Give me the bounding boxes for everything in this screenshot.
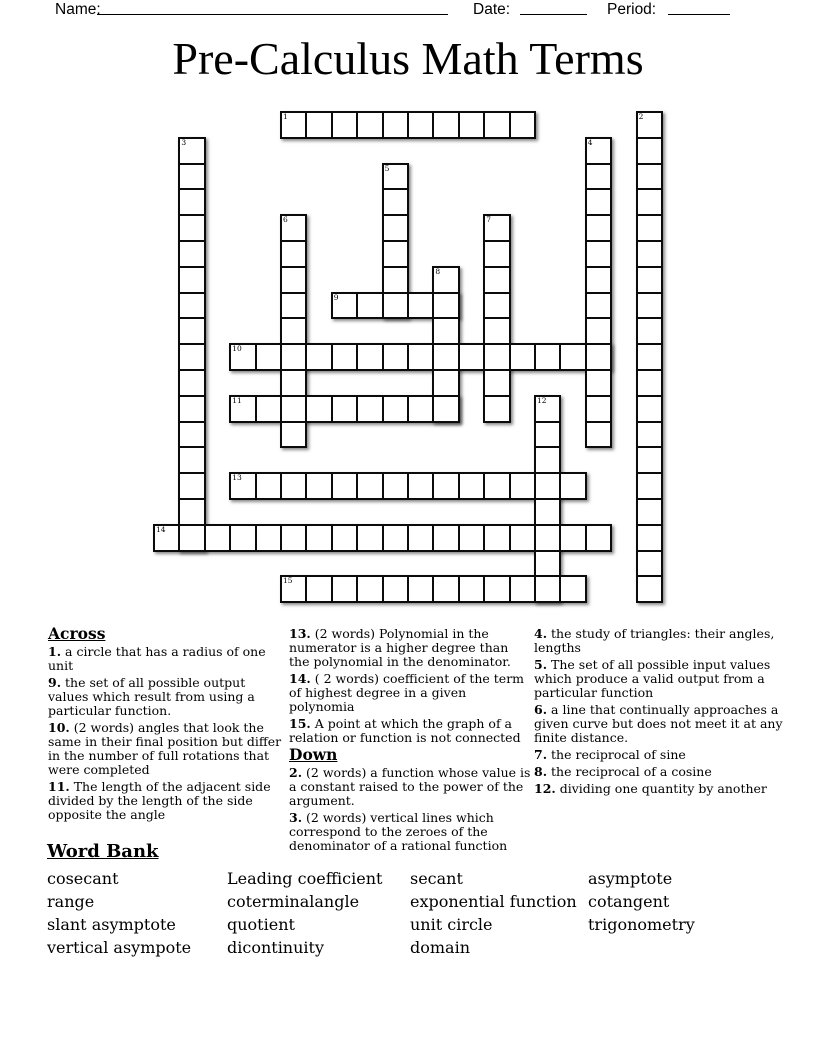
grid-cell[interactable]: [331, 343, 358, 371]
grid-cell[interactable]: [178, 472, 205, 500]
grid-cell[interactable]: [585, 524, 612, 552]
grid-cell[interactable]: [534, 343, 561, 371]
grid-cell[interactable]: [407, 343, 434, 371]
grid-cell[interactable]: [636, 266, 663, 294]
grid-cell[interactable]: [407, 111, 434, 139]
grid-cell-number: 6: [283, 215, 288, 225]
grid-cell[interactable]: [280, 421, 307, 449]
grid-cell[interactable]: [585, 137, 612, 165]
grid-cell[interactable]: [255, 524, 282, 552]
grid-cell[interactable]: [407, 292, 434, 320]
grid-cell[interactable]: [407, 395, 434, 423]
grid-cell[interactable]: [407, 472, 434, 500]
grid-cell[interactable]: [534, 575, 561, 603]
clue: 3. (2 words) vertical lines which correspond to the zeroes of the denominator of a rational function: [289, 810, 508, 853]
grid-cell[interactable]: [229, 472, 256, 500]
grid-cell[interactable]: [432, 369, 459, 397]
name-label: Name:: [55, 1, 101, 18]
grid-cell[interactable]: [636, 240, 663, 268]
grid-cell[interactable]: [432, 111, 459, 139]
grid-cell[interactable]: [509, 472, 536, 500]
clue: 7. the reciprocal of sine: [534, 747, 686, 762]
word-bank-title: Word Bank: [47, 841, 159, 862]
grid-cell[interactable]: [636, 524, 663, 552]
grid-cell-number: 4: [587, 137, 593, 147]
grid-cell[interactable]: [255, 343, 282, 371]
grid-cell[interactable]: [280, 369, 307, 397]
clue: 10. (2 words) angles that look the same in their final position but differ in the number of full rotations that were completed: [48, 720, 282, 777]
grid-cell[interactable]: [458, 472, 485, 500]
grid-cell-number: 5: [384, 163, 390, 173]
grid-cell[interactable]: [382, 266, 409, 294]
clue-number: 12.: [534, 781, 556, 796]
grid-cell[interactable]: [483, 395, 510, 423]
grid-cell[interactable]: [331, 292, 358, 320]
grid-cell[interactable]: [331, 472, 358, 500]
grid-cell[interactable]: [305, 395, 332, 423]
clue-number: 5.: [534, 657, 548, 672]
word-bank-item: secant: [410, 869, 463, 888]
clue: 9. the set of all possible output values which result from using a particular function.: [48, 675, 255, 718]
grid-cell[interactable]: [585, 214, 612, 242]
clue: 13. (2 words) Polynomial in the numerator is a higher degree than the polynomial in the denominator.: [289, 626, 511, 669]
clue: 8. the reciprocal of a cosine: [534, 764, 712, 779]
word-bank-column: [227, 867, 410, 959]
grid-cell[interactable]: [280, 524, 307, 552]
grid-cell[interactable]: [331, 524, 358, 552]
word-bank-item: vertical asympote: [47, 938, 192, 957]
grid-cell[interactable]: [178, 343, 205, 371]
period-label: Period:: [607, 1, 657, 18]
grid-cell-number: 2: [638, 112, 644, 121]
grid-cell[interactable]: [356, 292, 383, 320]
clue: 15. A point at which the graph of a relation or function is not connected: [289, 716, 521, 745]
word-bank-item: domain: [410, 938, 471, 957]
word-bank-item: trigonometry: [588, 915, 695, 934]
clue: 11. The length of the adjacent side divided by the length of the side opposite the angle: [48, 779, 271, 822]
grid-cell-number: 7: [486, 215, 491, 225]
page-title: Pre-Calculus Math Terms: [172, 33, 644, 84]
grid-cell-number: 3: [181, 137, 187, 147]
grid-cell[interactable]: [178, 395, 205, 423]
grid-cell[interactable]: [559, 472, 586, 500]
clue-number: 14.: [289, 671, 311, 686]
grid-cell[interactable]: [559, 575, 586, 603]
grid-cell[interactable]: [331, 575, 358, 603]
grid-cell[interactable]: [382, 472, 409, 500]
grid-cell[interactable]: [432, 524, 459, 552]
word-bank-item: asymptote: [588, 869, 673, 888]
word-bank: [47, 867, 770, 959]
grid-cell[interactable]: [178, 317, 205, 345]
grid-cell[interactable]: [636, 343, 663, 371]
grid-cell[interactable]: [280, 395, 307, 423]
grid-cell[interactable]: [331, 395, 358, 423]
clue-number: 13.: [289, 626, 311, 641]
word-bank-item: unit circle: [410, 915, 493, 934]
clue-number: 1.: [48, 644, 62, 659]
grid-cell[interactable]: [280, 575, 307, 603]
word-bank-column: [588, 867, 770, 959]
grid-cell[interactable]: [382, 188, 409, 216]
grid-cell[interactable]: [382, 163, 409, 191]
grid-cell[interactable]: [356, 575, 383, 603]
grid-cell[interactable]: [178, 292, 205, 320]
grid-cell[interactable]: [483, 292, 510, 320]
clue-column-1: [48, 624, 288, 825]
grid-cell[interactable]: [178, 214, 205, 242]
grid-cell[interactable]: [534, 472, 561, 500]
clue-column-3: [534, 627, 788, 799]
grid-cell[interactable]: [585, 163, 612, 191]
grid-cell[interactable]: [483, 266, 510, 294]
grid-cell[interactable]: [305, 111, 332, 139]
grid-cell[interactable]: [229, 524, 256, 552]
grid-cell[interactable]: [636, 214, 663, 242]
grid-cell[interactable]: [636, 395, 663, 423]
clue: 5. The set of all possible input values which produce a valid output from a particular function: [534, 657, 771, 700]
grid-cell[interactable]: [305, 343, 332, 371]
grid-cell[interactable]: [229, 343, 256, 371]
grid-cell[interactable]: [382, 111, 409, 139]
grid-cell[interactable]: [407, 575, 434, 603]
clue-number: 15.: [289, 716, 311, 731]
word-bank-column: [47, 867, 227, 959]
grid-cell[interactable]: [458, 524, 485, 552]
grid-cell[interactable]: [280, 111, 307, 139]
clue-section-header: Across: [48, 624, 106, 643]
grid-cell-number: 14: [156, 524, 166, 534]
grid-cell[interactable]: [178, 498, 205, 526]
grid-cell-number: 15: [283, 576, 293, 586]
word-bank-item: slant asymptote: [47, 915, 176, 934]
grid-cell[interactable]: [432, 395, 459, 423]
grid-cell[interactable]: [483, 369, 510, 397]
grid-cell[interactable]: [178, 524, 205, 552]
grid-cell[interactable]: [559, 524, 586, 552]
grid-cell[interactable]: [483, 240, 510, 268]
grid-cell[interactable]: [483, 214, 510, 242]
grid-cell[interactable]: [178, 266, 205, 294]
grid-cell-number: 12: [537, 395, 547, 405]
grid-cell[interactable]: [534, 498, 561, 526]
grid-cell[interactable]: [356, 111, 383, 139]
grid-cell[interactable]: [382, 524, 409, 552]
grid-cell[interactable]: [585, 369, 612, 397]
grid-cell[interactable]: [636, 163, 663, 191]
grid-cell[interactable]: [178, 188, 205, 216]
grid-cell[interactable]: [255, 395, 282, 423]
grid-cell[interactable]: [458, 111, 485, 139]
word-bank-item: range: [47, 892, 95, 911]
grid-cell[interactable]: [483, 111, 510, 139]
clue-section-header: Down: [289, 745, 338, 764]
grid-cell[interactable]: [636, 317, 663, 345]
grid-cell-number: 1: [283, 112, 288, 121]
clue-number: 7.: [534, 747, 548, 762]
grid-cell[interactable]: [229, 395, 256, 423]
grid-cell[interactable]: [382, 292, 409, 320]
grid-cell[interactable]: [636, 421, 663, 449]
grid-cell-number: 10: [232, 344, 242, 354]
clue-number: 8.: [534, 764, 548, 779]
grid-cell[interactable]: [636, 550, 663, 578]
grid-cell[interactable]: [585, 343, 612, 371]
grid-cell[interactable]: [178, 163, 205, 191]
date-label: Date:: [473, 1, 511, 18]
grid-cell[interactable]: [636, 472, 663, 500]
grid-cell[interactable]: [305, 524, 332, 552]
clue: 6. a line that continually approaches a given curve but does not meet it at any finite distance.: [534, 702, 783, 745]
grid-cell[interactable]: [483, 343, 510, 371]
grid-cell[interactable]: [636, 188, 663, 216]
grid-cell[interactable]: [585, 292, 612, 320]
word-bank-column: [410, 867, 588, 959]
grid-cell[interactable]: [483, 317, 510, 345]
grid-cell[interactable]: [534, 550, 561, 578]
grid-cell[interactable]: [585, 317, 612, 345]
grid-cell[interactable]: [178, 446, 205, 474]
grid-cell[interactable]: [153, 524, 180, 552]
grid-cell[interactable]: [585, 240, 612, 268]
word-bank-item: cosecant: [47, 869, 119, 888]
word-bank-item: cotangent: [588, 892, 670, 911]
clue-number: 9.: [48, 675, 62, 690]
grid-cell[interactable]: [534, 446, 561, 474]
grid-cell[interactable]: [280, 343, 307, 371]
grid-cell[interactable]: [305, 472, 332, 500]
grid-cell[interactable]: [280, 240, 307, 268]
grid-cell-number: 8: [435, 266, 441, 276]
clue: 2. (2 words) a function whose value is a constant raised to the power of the argument.: [289, 765, 531, 808]
grid-cell[interactable]: [382, 575, 409, 603]
grid-cell[interactable]: [178, 137, 205, 165]
word-bank-item: exponential function: [410, 892, 577, 911]
grid-cell[interactable]: [636, 369, 663, 397]
grid-cell[interactable]: [432, 292, 459, 320]
grid-cell[interactable]: [178, 369, 205, 397]
grid-cell[interactable]: [509, 111, 536, 139]
grid-cell[interactable]: [483, 472, 510, 500]
grid-cell[interactable]: [382, 343, 409, 371]
word-bank-item: Leading coefficient: [227, 869, 383, 888]
grid-cell[interactable]: [382, 214, 409, 242]
grid-cell[interactable]: [636, 292, 663, 320]
clue-number: 6.: [534, 702, 548, 717]
grid-cell[interactable]: [280, 292, 307, 320]
grid-cell[interactable]: [382, 240, 409, 268]
clue: 4. the study of triangles: their angles, lengths: [534, 626, 775, 655]
grid-cell[interactable]: [178, 240, 205, 268]
grid-cell[interactable]: [636, 137, 663, 165]
grid-cell-number: 13: [232, 473, 242, 483]
grid-cell[interactable]: [407, 524, 434, 552]
clue: 14. ( 2 words) coefficient of the term of highest degree in a given polynomia: [289, 671, 525, 714]
grid-cell-number: 9: [333, 292, 339, 302]
clue-number: 4.: [534, 626, 548, 641]
grid-cell[interactable]: [280, 214, 307, 242]
grid-cell[interactable]: [356, 395, 383, 423]
grid-cell-number: 11: [232, 395, 242, 405]
grid-cell[interactable]: [585, 421, 612, 449]
grid-cell[interactable]: [636, 111, 663, 139]
clue-number: 11.: [48, 779, 70, 794]
clue: 12. dividing one quantity by another: [534, 781, 767, 796]
grid-cell[interactable]: [178, 421, 205, 449]
grid-cell[interactable]: [432, 575, 459, 603]
clue-number: 2.: [289, 765, 303, 780]
grid-cell[interactable]: [534, 421, 561, 449]
grid-cell[interactable]: [509, 575, 536, 603]
grid-cell[interactable]: [509, 524, 536, 552]
word-bank-item: coterminalangle: [227, 892, 360, 911]
grid-cell[interactable]: [585, 266, 612, 294]
grid-cell[interactable]: [280, 472, 307, 500]
grid-cell[interactable]: [585, 188, 612, 216]
grid-cell[interactable]: [534, 395, 561, 423]
grid-cell[interactable]: [280, 266, 307, 294]
word-bank-item: quotient: [227, 915, 295, 934]
grid-cell[interactable]: [356, 524, 383, 552]
clue-number: 10.: [48, 720, 70, 735]
grid-cell[interactable]: [255, 472, 282, 500]
grid-cell[interactable]: [483, 575, 510, 603]
grid-cell[interactable]: [331, 111, 358, 139]
grid-cell[interactable]: [356, 343, 383, 371]
grid-cell[interactable]: [636, 575, 663, 603]
clue-number: 3.: [289, 810, 303, 825]
grid-cell[interactable]: [585, 395, 612, 423]
grid-cell[interactable]: [483, 524, 510, 552]
grid-cell[interactable]: [432, 472, 459, 500]
grid-cell[interactable]: [432, 266, 459, 294]
grid-cell[interactable]: [458, 575, 485, 603]
grid-cell[interactable]: [509, 343, 536, 371]
grid-cell[interactable]: [458, 343, 485, 371]
grid-cell[interactable]: [204, 524, 231, 552]
grid-cell[interactable]: [305, 575, 332, 603]
grid-cell[interactable]: [356, 472, 383, 500]
grid-cell[interactable]: [432, 343, 459, 371]
grid-cell[interactable]: [534, 524, 561, 552]
grid-cell[interactable]: [559, 343, 586, 371]
clue: 1. a circle that has a radius of one unit: [48, 644, 266, 673]
grid-cell[interactable]: [280, 317, 307, 345]
grid-cell[interactable]: [636, 446, 663, 474]
clue-column-2: [289, 627, 531, 856]
grid-cell[interactable]: [432, 317, 459, 345]
grid-cell[interactable]: [636, 498, 663, 526]
grid-cell[interactable]: [382, 395, 409, 423]
word-bank-item: dicontinuity: [227, 938, 324, 957]
